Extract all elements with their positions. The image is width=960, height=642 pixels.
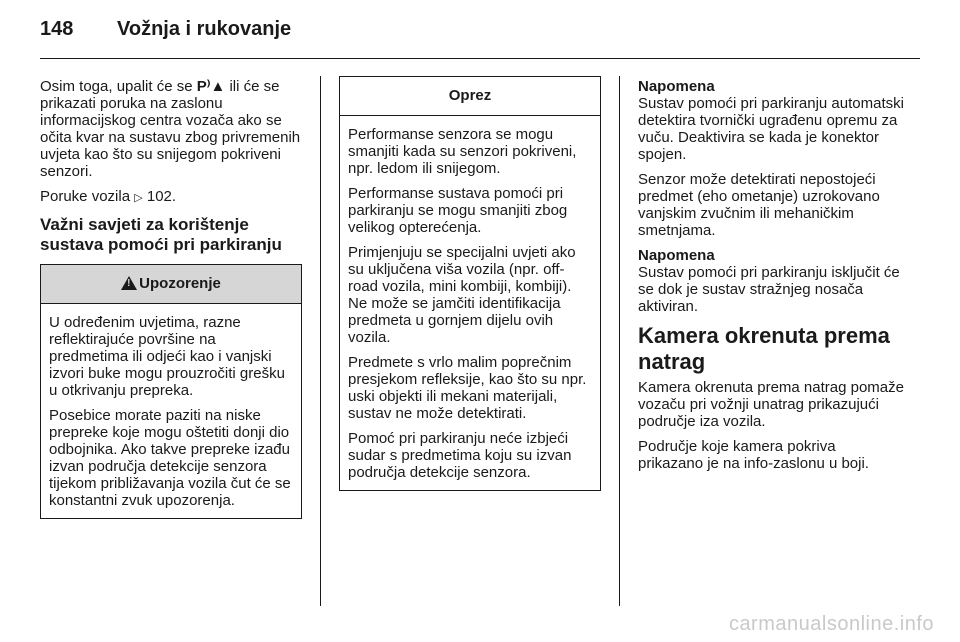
subheading: Važni savjeti za korištenje sustava pomoći pri parkiranju	[40, 215, 282, 254]
caution-box-body	[340, 116, 600, 490]
warning-paragraph: Posebice morate paziti na niske prepreke koje mogu oštetiti donji dio odbojnika. Ako takve prepreke izađu izvan područja detekcije senzora tijekom približavanja vozila čut će se konstantni zvuk upozorenja.	[49, 407, 291, 509]
note-paragraph: Sustav pomoći pri parkiranju isključit će se dok je sustav stražnjeg nosača aktiviran.	[638, 264, 900, 315]
body-paragraph: Kamera okrenuta prema natrag pomaže vozaču pri vožnji unatrag prikazujući područje iza vozila.	[638, 379, 904, 430]
note-paragraph: Senzor može detektirati nepostojeći predmet (eho ometanje) uzrokovano vanjskim zvučnim ili mehaničkim smetnjama.	[638, 171, 880, 239]
page-number: 148	[40, 18, 74, 40]
warning-box-title: !Upozorenje	[41, 265, 301, 304]
caution-paragraph: Predmete s vrlo malim poprečnim presjekom refleksije, kao što su npr. uski objekti ili mekani materijali, sustav ne može detektirati.	[348, 354, 587, 422]
caution-paragraph: Performanse senzora se mogu smanjiti kada su senzori pokriveni, npr. ledom ili snijegom.	[348, 126, 577, 177]
column-3	[638, 78, 904, 480]
column-divider-1	[320, 76, 321, 606]
section-heading: Kamera okrenuta prema natrag	[638, 323, 890, 374]
column-2	[339, 76, 601, 491]
warning-triangle-icon	[121, 276, 137, 290]
caution-box-title: Oprez	[340, 77, 600, 116]
caution-paragraph: Primjenjuju se specijalni uvjeti ako su uključena viša vozila (npr. off-road vozila, mini kombiji, kombiji). Ne može se jamčiti identifikacija predmeta u gornjem dijelu ovih vozila.	[348, 244, 576, 346]
page-reference-arrow-icon: ▷	[134, 192, 143, 204]
column-divider-2	[619, 76, 620, 606]
warning-box-body	[41, 304, 301, 518]
page-header	[40, 18, 291, 48]
body-paragraph: Područje koje kamera pokriva prikazano je na info-zaslonu u boji.	[638, 438, 869, 472]
header-divider	[40, 58, 920, 59]
warning-box	[40, 264, 302, 519]
warning-paragraph: U određenim uvjetima, razne reflektirajuće površine na predmetima ili odjeći kao i vanjski izvori buke mogu prouzročiti grešku u otkrivanju prepreka.	[49, 314, 285, 399]
chapter-title: Vožnja i rukovanje	[117, 18, 292, 40]
caution-paragraph: Performanse sustava pomoći pri parkiranju se mogu smanjiti zbog velikog opterećenja.	[348, 185, 568, 236]
vehicle-messages-reference: Poruke vozila ▷ 102.	[40, 188, 177, 205]
note-paragraph: Sustav pomoći pri parkiranju automatski detektira tvornički ugrađenu opremu za vuču. Deaktivira se kada je konektor spojen.	[638, 95, 904, 163]
caution-paragraph: Pomoć pri parkiranju neće izbjeći sudar s predmetima koju su izvan područja detekcije senzora.	[348, 430, 572, 481]
watermark: carmanualsonline.info	[728, 613, 934, 635]
caution-box	[339, 76, 601, 491]
note-label: Napomena	[638, 78, 715, 95]
note-label: Napomena	[638, 247, 715, 264]
parking-assist-symbol-icon: P⁾▲	[196, 78, 226, 95]
intro-paragraph: Osim toga, upalit će se P⁾▲ ili će se prikazati poruka na zaslonu informacijskog centra vozača ako se očita kvar na sustavu zbog privremenih uvjeta kao što su snijegom pokriveni senzori.	[40, 78, 301, 180]
column-1	[40, 78, 302, 519]
